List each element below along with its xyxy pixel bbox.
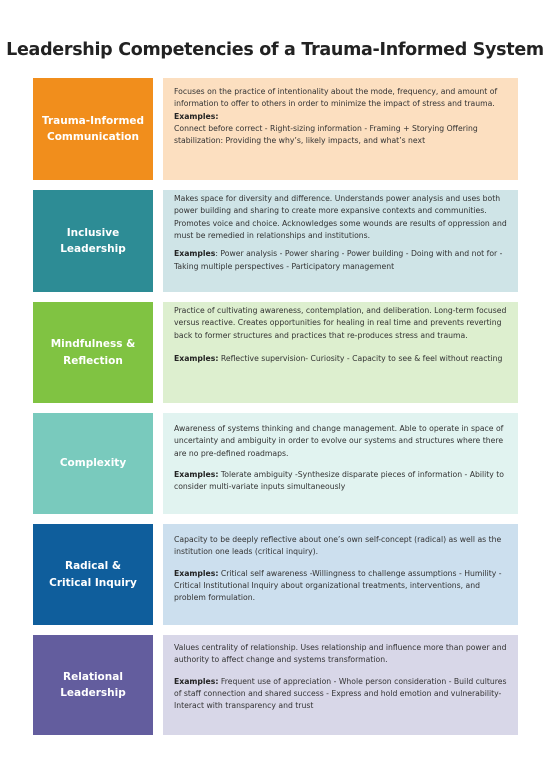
competency-label: Radical & Critical Inquiry: [33, 524, 153, 625]
competency-inclusive-leadership: [33, 190, 518, 292]
examples-label: Examples:: [174, 353, 219, 363]
page-title: Leadership Competencies of a Trauma-Informed System: [6, 40, 544, 60]
competency-radical-critical-inquiry: [33, 524, 518, 625]
competency-relational-leadership: [33, 635, 518, 735]
competency-label: Trauma-Informed Communication: [33, 78, 153, 180]
competency-examples: Reflective supervision- Curiosity - Capacity to see & feel without reacting: [218, 353, 503, 363]
examples-label: Examples:: [174, 676, 219, 686]
examples-label: Examples:: [174, 568, 219, 578]
competency-description: Values centrality of relationship. Uses relationship and influence more than power and authority to affect change and systems transformation.: [174, 643, 507, 665]
competency-description-box: [163, 413, 518, 514]
competency-description-box: [163, 190, 518, 292]
competency-examples: Tolerate ambiguity -Synthesize disparate pieces of information - Ability to consider multi-variate inputs simultaneously: [174, 469, 505, 492]
competency-description: Awareness of systems thinking and change management. Able to operate in space of uncertainty and ambiguity in order to evolve our systems and structures where there are no pre-defined roadmaps.: [174, 424, 504, 458]
competency-label: Relational Leadership: [33, 635, 153, 735]
examples-label: Examples:: [174, 469, 219, 479]
competency-description: Capacity to be deeply reflective about one’s own self-concept (radical) as well as the institution one leads (critical inquiry).: [174, 535, 502, 557]
competency-mindfulness-reflection: [33, 302, 518, 403]
competency-description: Focuses on the practice of intentionality about the mode, frequency, and amount of information to offer to others in order to minimize the impact of stress and trauma.: [174, 87, 498, 109]
competency-examples: Critical self awareness -Willingness to challenge assumptions - Humility -Critical Institutional Inquiry about organizational treatments, interventions, and problem formulation.: [174, 568, 502, 603]
competency-complexity: [33, 413, 518, 514]
competency-description-box: [163, 302, 518, 403]
competency-description: Practice of cultivating awareness, contemplation, and deliberation. Long-term focused versus reactive. Creates opportunities for healing in real time and prevents reverting back to former structures and practices that re-produces stress and trauma.: [174, 306, 507, 340]
competency-label: Complexity: [33, 413, 153, 514]
competency-description-box: [163, 78, 518, 180]
competency-label: Inclusive Leadership: [33, 190, 153, 292]
competency-description: Makes space for diversity and difference. Understands power analysis and uses both power building and sharing to create more expansive contexts and communities. Promotes voice and choice. Acknowledges some wounds are results of oppression and must be remedied in relationships and institutions.: [174, 194, 507, 240]
competency-label: Mindfulness & Reflection: [33, 302, 153, 403]
competency-examples: Frequent use of appreciation - Whole person consideration - Build cultures of staff connection and shared success - Express and hold emotion and vulnerability- Interact with transparency and trust: [174, 676, 507, 711]
competency-description-box: [163, 635, 518, 735]
examples-label: Examples: [174, 249, 216, 259]
competency-examples: Connect before correct - Right-sizing information - Framing + Storying Offering stabilization: Providing the why’s, likely impacts, and what’s next: [174, 123, 478, 146]
competency-description-box: [163, 524, 518, 625]
competency-examples: : Power analysis - Power sharing - Power building - Doing with and not for - Taking multiple perspectives - Participatory management: [174, 249, 503, 271]
competency-trauma-informed-communication: [33, 78, 518, 180]
examples-label: Examples:: [174, 111, 219, 121]
